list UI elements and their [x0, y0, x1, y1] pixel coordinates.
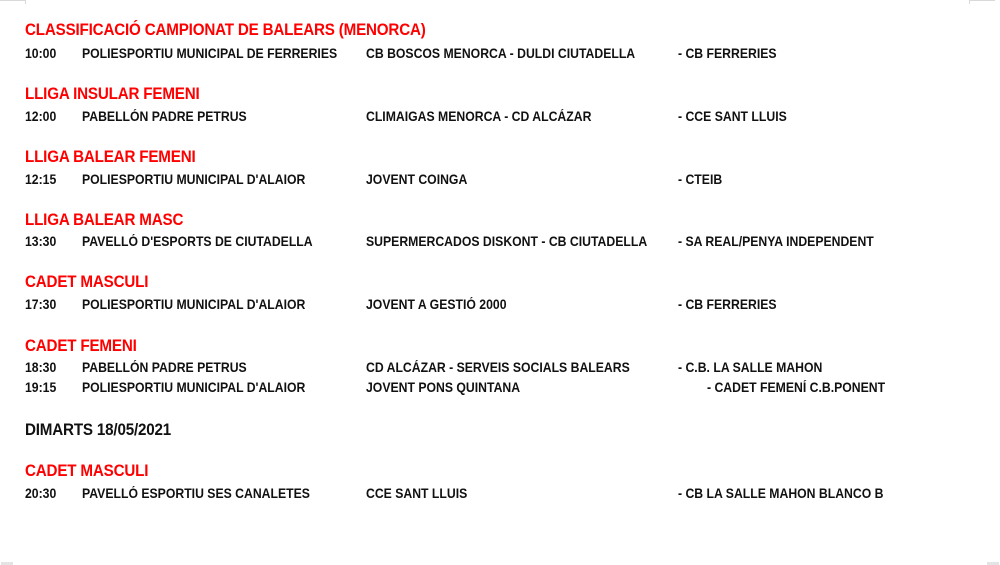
game-time: 10:00: [25, 46, 57, 61]
game-opponent: - CB FERRERIES: [678, 46, 777, 61]
game-opponent: - CADET FEMENÍ C.B.PONENT: [707, 380, 886, 395]
game-venue: PABELLÓN PADRE PETRUS: [82, 360, 247, 375]
game-venue: POLIESPORTIU MUNICIPAL D'ALAIOR: [82, 172, 306, 187]
game-row: [0, 297, 1000, 315]
game-match: JOVENT COINGA: [366, 172, 468, 187]
section-heading: LLIGA BALEAR MASC: [25, 211, 184, 229]
game-time: 20:30: [25, 486, 57, 501]
game-row: [0, 46, 1000, 64]
game-time: 17:30: [25, 297, 57, 312]
game-row: [0, 109, 1000, 127]
game-opponent: - SA REAL/PENYA INDEPENDENT: [678, 234, 874, 249]
game-row: [0, 172, 1000, 190]
game-opponent: - CB LA SALLE MAHON BLANCO B: [678, 486, 884, 501]
game-match: CB BOSCOS MENORCA - DULDI CIUTADELLA: [366, 46, 636, 61]
game-opponent: - CTEIB: [678, 172, 723, 187]
section-heading: CLASSIFICACIÓ CAMPIONAT DE BALEARS (MENORCA): [25, 21, 426, 39]
game-match: CCE SANT LLUIS: [366, 486, 468, 501]
game-opponent: - CCE SANT LLUIS: [678, 109, 787, 124]
section-heading: CADET MASCULI: [25, 273, 149, 291]
game-venue: POLIESPORTIU MUNICIPAL D'ALAIOR: [82, 297, 306, 312]
game-match: SUPERMERCADOS DISKONT - CB CIUTADELLA: [366, 234, 648, 249]
game-time: 18:30: [25, 360, 57, 375]
game-opponent: - C.B. LA SALLE MAHON: [678, 360, 823, 375]
game-venue: PABELLÓN PADRE PETRUS: [82, 109, 247, 124]
game-time: 13:30: [25, 234, 57, 249]
game-match: JOVENT A GESTIÓ 2000: [366, 297, 507, 312]
game-time: 19:15: [25, 380, 57, 395]
section-heading: LLIGA INSULAR FEMENI: [25, 85, 200, 103]
game-match: JOVENT PONS QUINTANA: [366, 380, 521, 395]
game-row: [0, 360, 1000, 378]
game-time: 12:15: [25, 172, 57, 187]
game-row: [0, 234, 1000, 252]
game-match: CLIMAIGAS MENORCA - CD ALCÁZAR: [366, 109, 592, 124]
game-opponent: - CB FERRERIES: [678, 297, 777, 312]
section-heading: CADET FEMENI: [25, 337, 137, 355]
game-venue: PAVELLÓ ESPORTIU SES CANALETES: [82, 486, 310, 501]
game-row: [0, 380, 1000, 398]
game-match: CD ALCÁZAR - SERVEIS SOCIALS BALEARS: [366, 360, 630, 375]
game-row: [0, 486, 1000, 504]
game-venue: POLIESPORTIU MUNICIPAL D'ALAIOR: [82, 380, 306, 395]
game-venue: PAVELLÓ D'ESPORTS DE CIUTADELLA: [82, 234, 313, 249]
game-time: 12:00: [25, 109, 57, 124]
section-heading: CADET MASCULI: [25, 462, 149, 480]
game-venue: POLIESPORTIU MUNICIPAL DE FERRERIES: [82, 46, 338, 61]
date-heading: DIMARTS 18/05/2021: [25, 421, 172, 439]
section-heading: LLIGA BALEAR FEMENI: [25, 148, 196, 166]
